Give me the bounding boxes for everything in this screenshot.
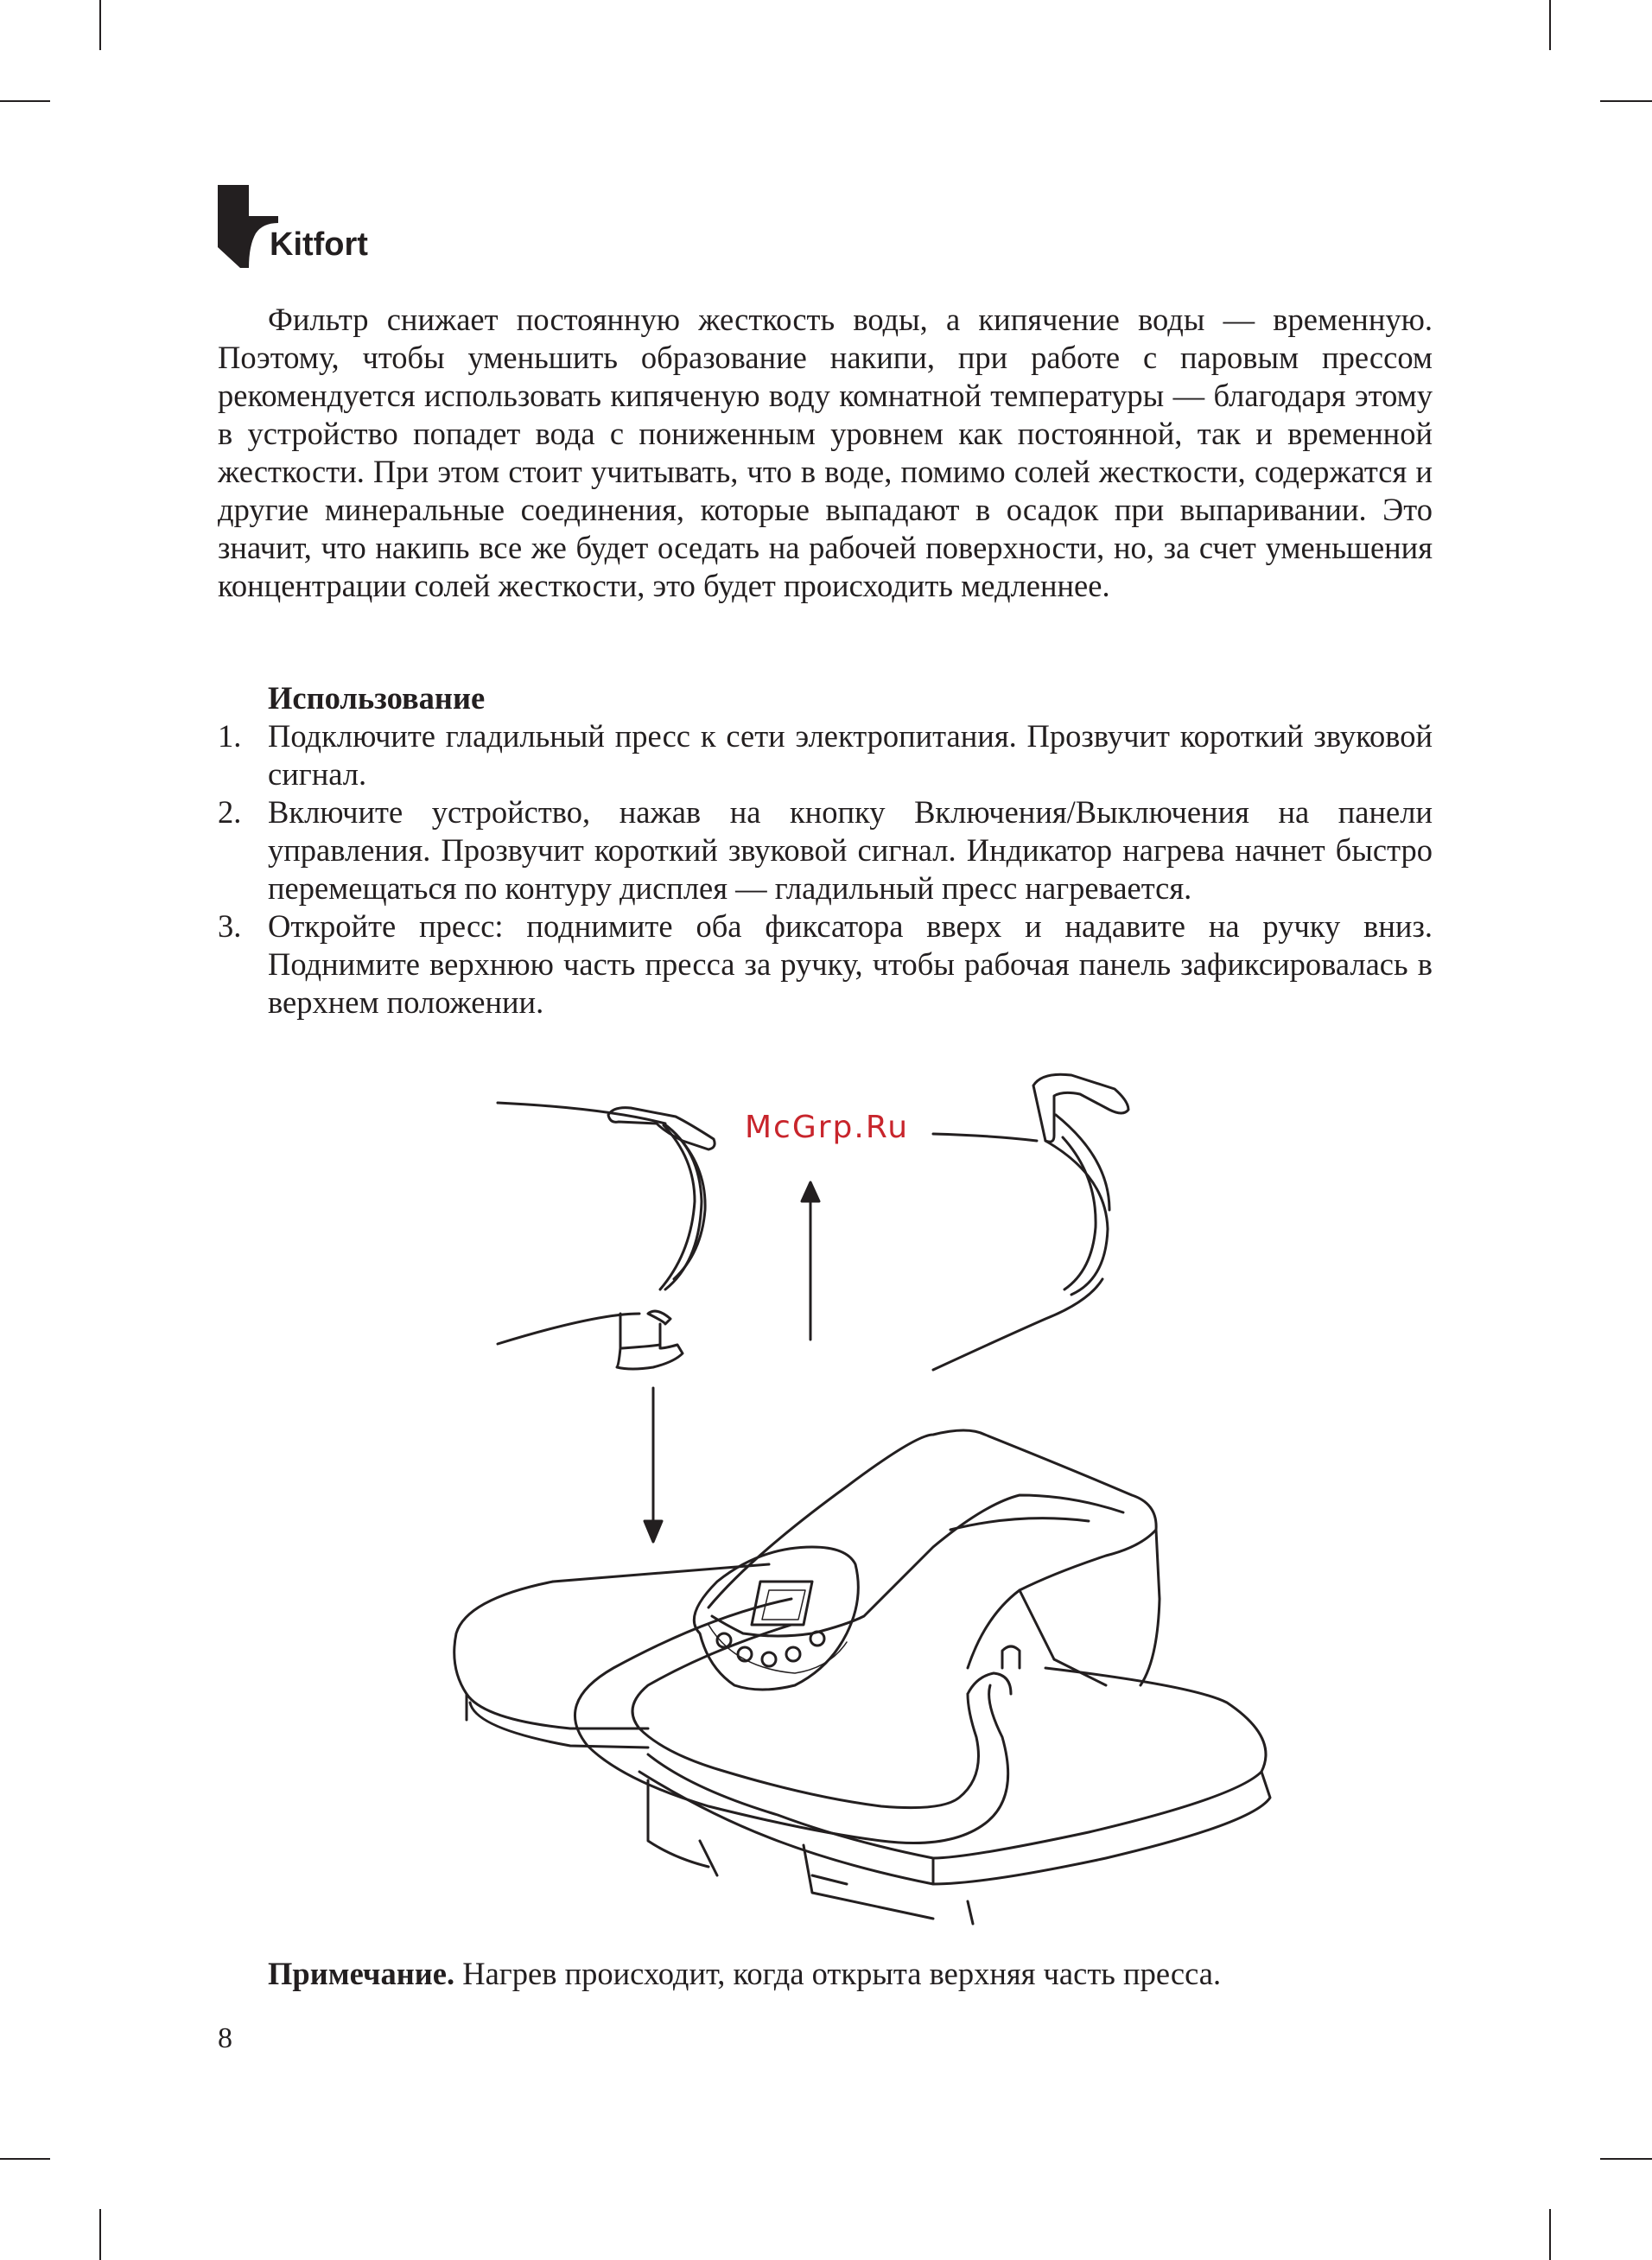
list-item [218,907,1433,1022]
list-item [218,793,1433,907]
step-text: Откройте пресс: поднимите оба фиксатора вверх и надавите на ручку вниз. Поднимите верхнюю часть пресса за ручку, чтобы рабочая панель зафиксировалась в верхнем положении. [268,908,1433,1020]
note-label: Примечание. [268,1956,455,1991]
usage-section [218,679,1433,1022]
note-text: Нагрев происходит, когда открыта верхняя часть пресса. [454,1956,1222,1991]
crop-mark [99,2209,101,2260]
left-lock-detail [498,1103,715,1369]
intro-paragraph: Фильтр снижает постоянную жесткость воды, а кипячение воды — временную. Поэтому, чтобы уменьшить образование накипи, при работе с паровым прессом рекомендуется использовать кипяченую воду комнатной температуры — благодаря этому в устройство попадет вода с пониженным уровнем как постоянной, так и временной жесткости. При этом стоит учитывать, что в воде, помимо солей жесткости, содержатся и другие минеральные соединения, которые выпадают в осадок при выпаривании. Это значит, что накипь все же будет оседать на рабочей поверхности, но, за счет уменьшения концентрации солей жесткости, это будет происходить медленнее. [218,302,1433,603]
crop-mark [1549,2209,1551,2260]
crop-mark [1549,0,1551,50]
step-number: 1. [218,718,242,754]
crop-mark [0,100,50,102]
note [268,1955,1221,1992]
steps-list [218,717,1433,1022]
right-lock-detail [933,1074,1128,1370]
page-number: 8 [218,2022,232,2054]
step-text: Подключите гладильный пресс к сети электропитания. Прозвучит короткий звуковой сигнал. [268,718,1433,792]
watermark: McGrp.Ru [745,1110,910,1145]
intro-section [218,301,1433,605]
list-item [218,717,1433,793]
step-text: Включите устройство, нажав на кнопку Включения/Выключения на панели управления. Прозвучит короткий звуковой сигнал. Индикатор нагрева начнет быстро перемещаться по контуру дисплея — гладильный пресс нагревается. [268,794,1433,906]
crop-mark [99,0,101,50]
crop-mark [0,2158,50,2160]
section-title: Использование [268,680,486,716]
arrow-up-icon [802,1182,819,1340]
step-number: 3. [218,908,242,944]
arrow-down-icon [645,1388,662,1542]
crop-mark [1600,100,1652,102]
steam-press-illustration [449,1063,1305,1945]
step-number: 2. [218,794,242,830]
crop-mark [1600,2158,1652,2160]
brand-name: Kitfort [270,226,368,263]
press-body [454,1430,1270,1924]
